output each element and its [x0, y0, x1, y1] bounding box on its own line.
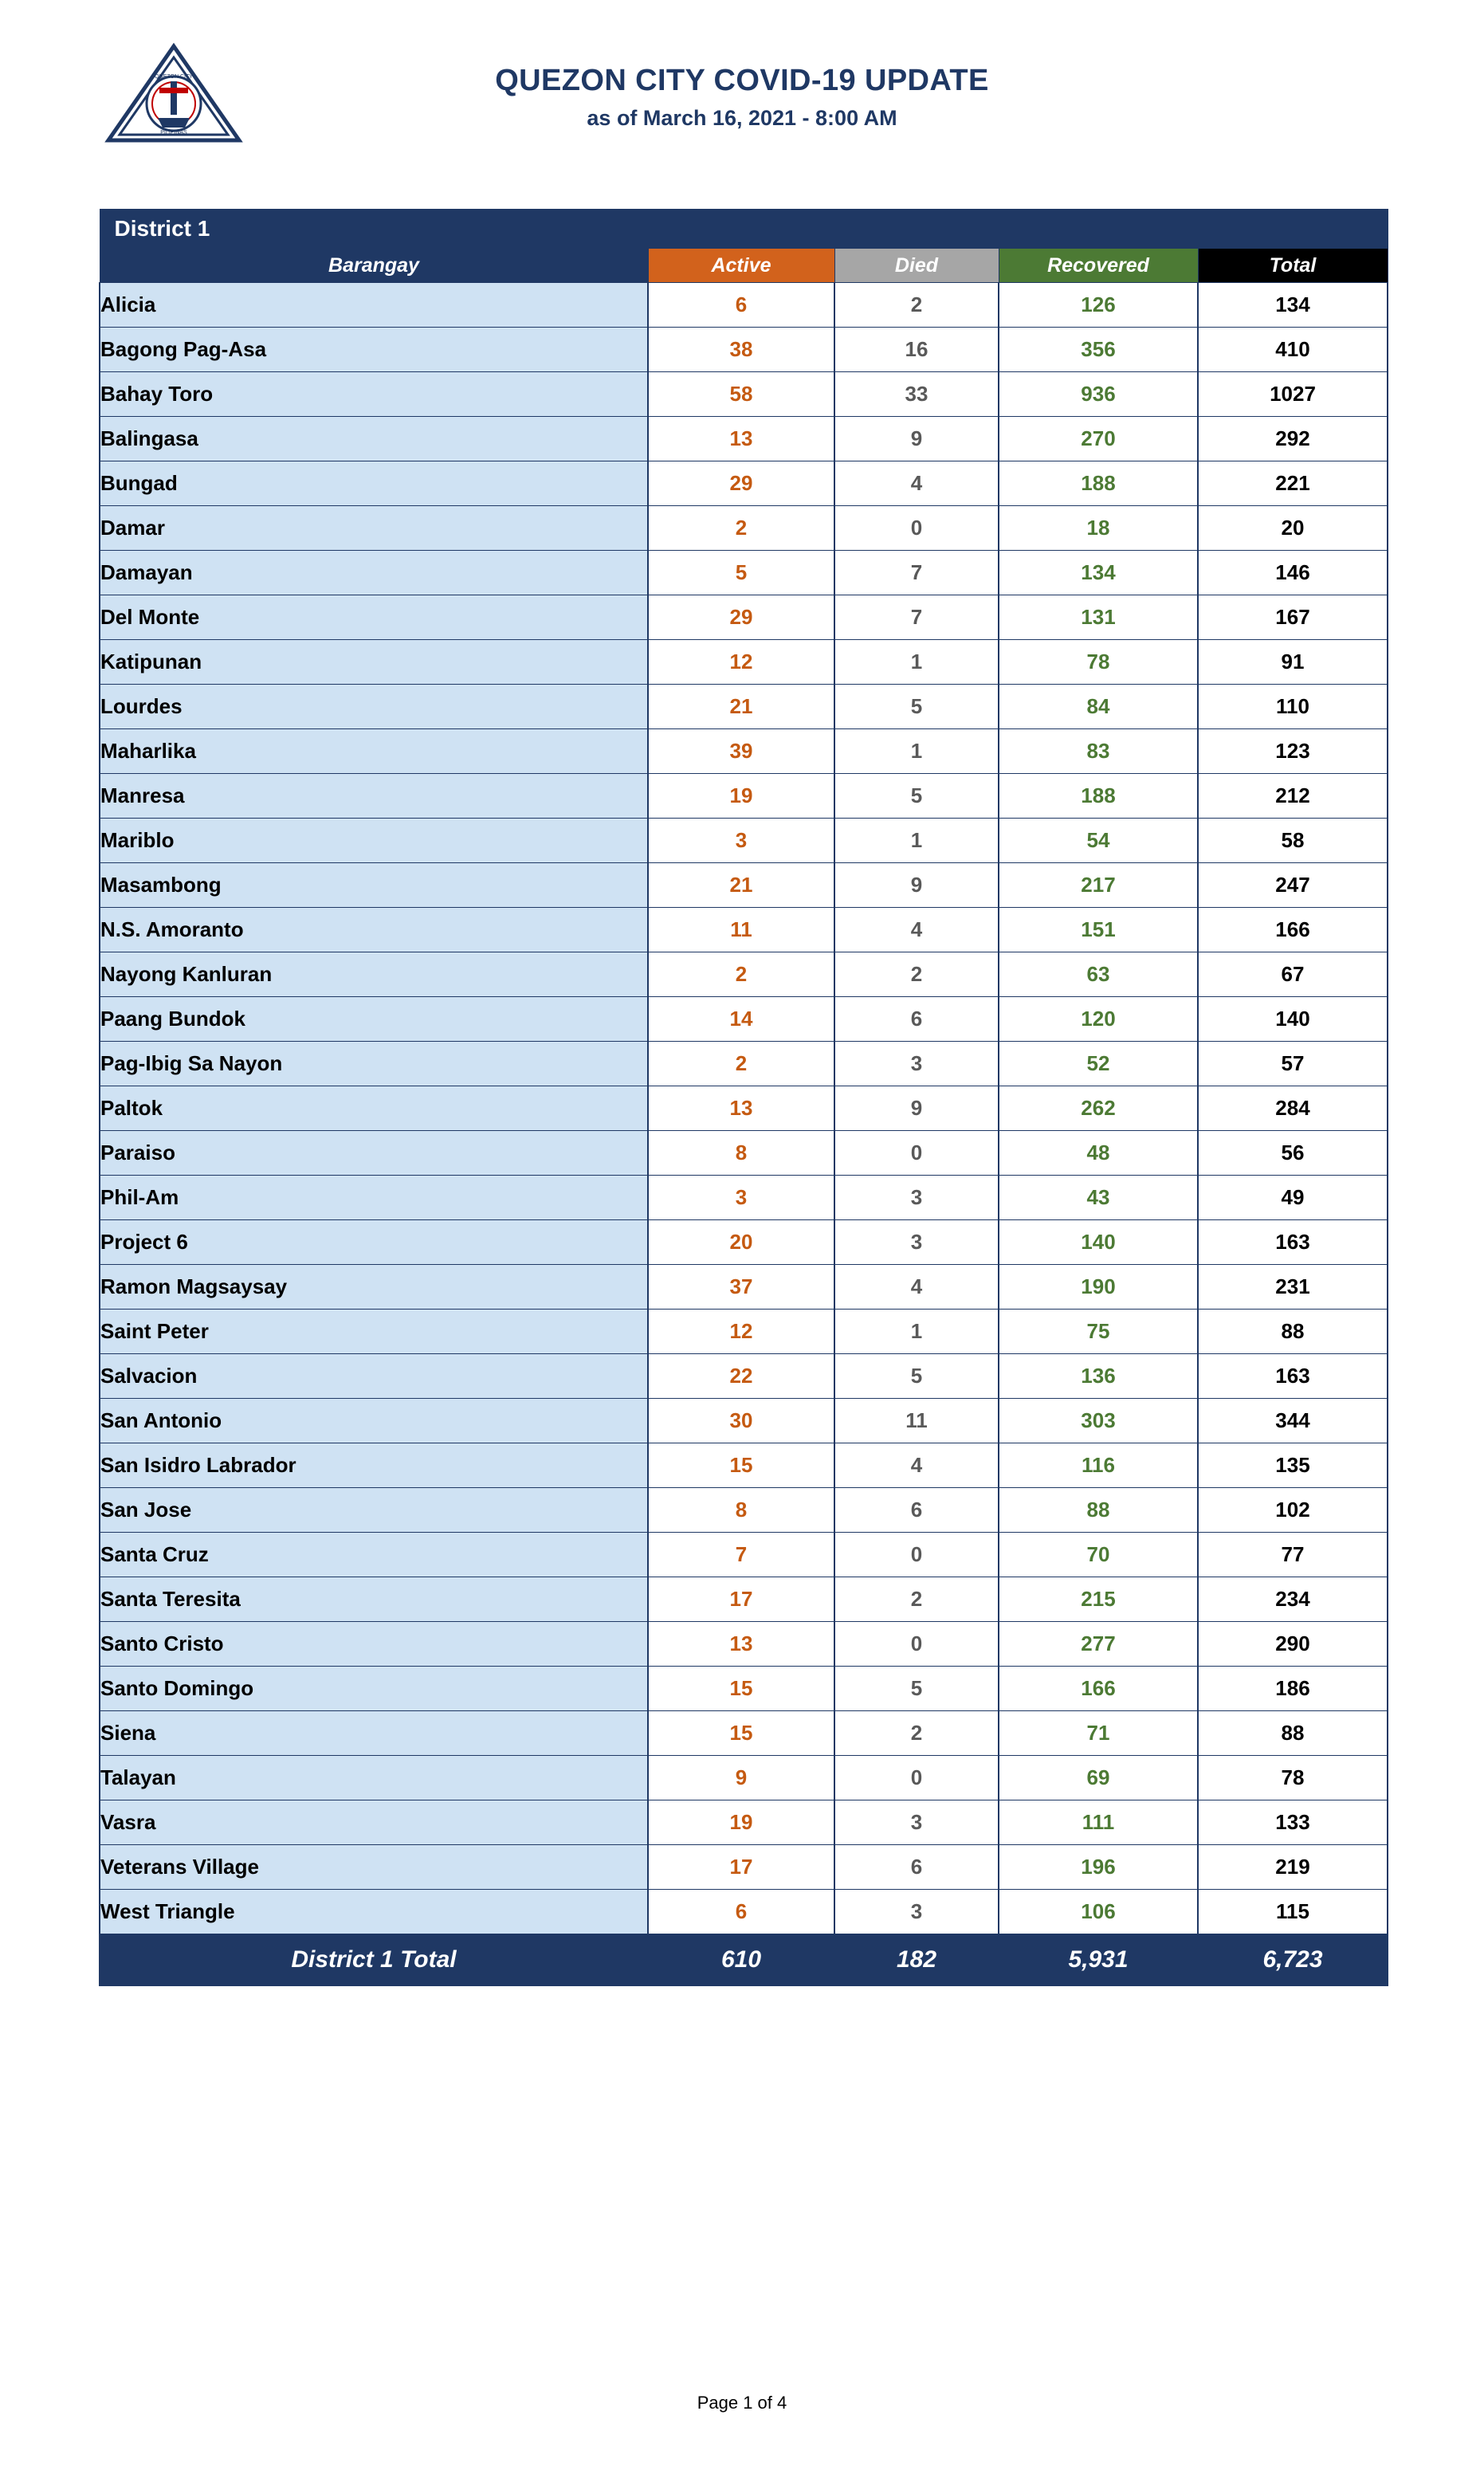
cell-barangay: San Jose	[100, 1488, 648, 1533]
cell-active: 39	[648, 729, 834, 774]
cell-died: 3	[834, 1220, 999, 1265]
cell-barangay: West Triangle	[100, 1890, 648, 1935]
table-row	[100, 1667, 1388, 1711]
cell-total: 163	[1198, 1220, 1388, 1265]
table-row	[100, 640, 1388, 685]
cell-barangay: Manresa	[100, 774, 648, 819]
cell-recovered: 83	[999, 729, 1198, 774]
table-row	[100, 1577, 1388, 1622]
cell-died: 11	[834, 1399, 999, 1443]
cell-total: 77	[1198, 1533, 1388, 1577]
cell-died: 16	[834, 328, 999, 372]
cell-died: 3	[834, 1176, 999, 1220]
district-total-recovered: 5,931	[999, 1934, 1198, 1985]
cell-active: 2	[648, 952, 834, 997]
cell-barangay: Mariblo	[100, 819, 648, 863]
table-row	[100, 417, 1388, 461]
cell-recovered: 188	[999, 461, 1198, 506]
cell-barangay: Del Monte	[100, 595, 648, 640]
cell-total: 88	[1198, 1711, 1388, 1756]
svg-text:PILIPINAS: PILIPINAS	[160, 130, 187, 135]
cell-active: 5	[648, 551, 834, 595]
cell-recovered: 131	[999, 595, 1198, 640]
cell-recovered: 303	[999, 1399, 1198, 1443]
cell-recovered: 43	[999, 1176, 1198, 1220]
cell-died: 0	[834, 506, 999, 551]
cell-barangay: Paltok	[100, 1086, 648, 1131]
cell-active: 17	[648, 1845, 834, 1890]
cell-died: 9	[834, 1086, 999, 1131]
district-total-label: District 1 Total	[100, 1934, 648, 1985]
cell-died: 0	[834, 1622, 999, 1667]
cell-total: 20	[1198, 506, 1388, 551]
cell-died: 1	[834, 729, 999, 774]
cell-recovered: 106	[999, 1890, 1198, 1935]
column-header-recovered: Recovered	[999, 249, 1198, 283]
table-row	[100, 1800, 1388, 1845]
cell-barangay: Paraiso	[100, 1131, 648, 1176]
cell-barangay: Paang Bundok	[100, 997, 648, 1042]
cell-died: 1	[834, 640, 999, 685]
cell-active: 15	[648, 1711, 834, 1756]
district-band-label: District 1	[100, 210, 1388, 249]
cell-recovered: 196	[999, 1845, 1198, 1890]
cell-barangay: Saint Peter	[100, 1310, 648, 1354]
cell-active: 17	[648, 1577, 834, 1622]
cell-active: 30	[648, 1399, 834, 1443]
cell-died: 4	[834, 1265, 999, 1310]
cell-active: 15	[648, 1667, 834, 1711]
cell-active: 29	[648, 595, 834, 640]
table-row	[100, 774, 1388, 819]
cell-total: 292	[1198, 417, 1388, 461]
cell-barangay: Katipunan	[100, 640, 648, 685]
cell-recovered: 126	[999, 283, 1198, 328]
cell-active: 2	[648, 506, 834, 551]
cell-active: 19	[648, 1800, 834, 1845]
cell-recovered: 54	[999, 819, 1198, 863]
cell-died: 5	[834, 1354, 999, 1399]
table-row	[100, 1354, 1388, 1399]
cell-total: 146	[1198, 551, 1388, 595]
cell-active: 19	[648, 774, 834, 819]
table-row	[100, 461, 1388, 506]
table-row	[100, 685, 1388, 729]
cell-recovered: 936	[999, 372, 1198, 417]
table-row	[100, 1176, 1388, 1220]
cell-barangay: Bagong Pag-Asa	[100, 328, 648, 372]
cell-recovered: 151	[999, 908, 1198, 952]
cell-total: 56	[1198, 1131, 1388, 1176]
cell-died: 4	[834, 461, 999, 506]
cell-total: 234	[1198, 1577, 1388, 1622]
table-row	[100, 1845, 1388, 1890]
cell-barangay: Damar	[100, 506, 648, 551]
cell-active: 6	[648, 283, 834, 328]
cell-died: 7	[834, 595, 999, 640]
table-row	[100, 551, 1388, 595]
cell-total: 186	[1198, 1667, 1388, 1711]
table-row	[100, 328, 1388, 372]
cell-died: 3	[834, 1042, 999, 1086]
cell-recovered: 71	[999, 1711, 1198, 1756]
cell-total: 167	[1198, 595, 1388, 640]
cell-recovered: 356	[999, 328, 1198, 372]
cell-active: 6	[648, 1890, 834, 1935]
document-header	[0, 0, 1484, 151]
cell-total: 163	[1198, 1354, 1388, 1399]
cell-total: 58	[1198, 819, 1388, 863]
cell-recovered: 18	[999, 506, 1198, 551]
table-row	[100, 819, 1388, 863]
cell-died: 5	[834, 1667, 999, 1711]
cell-active: 21	[648, 685, 834, 729]
cell-recovered: 52	[999, 1042, 1198, 1086]
cell-recovered: 217	[999, 863, 1198, 908]
cell-barangay: Phil-Am	[100, 1176, 648, 1220]
cell-total: 115	[1198, 1890, 1388, 1935]
cell-total: 135	[1198, 1443, 1388, 1488]
table-row	[100, 372, 1388, 417]
cell-died: 2	[834, 283, 999, 328]
table-row	[100, 283, 1388, 328]
cell-active: 14	[648, 997, 834, 1042]
cell-died: 6	[834, 997, 999, 1042]
cell-total: 110	[1198, 685, 1388, 729]
column-header-barangay: Barangay	[100, 249, 648, 283]
cell-recovered: 70	[999, 1533, 1198, 1577]
cell-barangay: Pag-Ibig Sa Nayon	[100, 1042, 648, 1086]
district-total-row	[100, 1934, 1388, 1985]
cell-recovered: 277	[999, 1622, 1198, 1667]
cell-barangay: Talayan	[100, 1756, 648, 1800]
cell-total: 133	[1198, 1800, 1388, 1845]
cell-died: 9	[834, 417, 999, 461]
table-row	[100, 1756, 1388, 1800]
district-1-table	[99, 209, 1388, 1986]
page-title: QUEZON CITY COVID-19 UPDATE	[495, 64, 989, 97]
page-number-label: Page 1 of 4	[697, 2393, 787, 2413]
cell-recovered: 140	[999, 1220, 1198, 1265]
cell-recovered: 120	[999, 997, 1198, 1042]
cell-active: 9	[648, 1756, 834, 1800]
cell-recovered: 215	[999, 1577, 1198, 1622]
cell-recovered: 111	[999, 1800, 1198, 1845]
cell-recovered: 262	[999, 1086, 1198, 1131]
cell-died: 3	[834, 1890, 999, 1935]
table-row	[100, 506, 1388, 551]
cell-recovered: 69	[999, 1756, 1198, 1800]
cell-recovered: 75	[999, 1310, 1198, 1354]
table-row	[100, 1220, 1388, 1265]
cell-barangay: Santa Teresita	[100, 1577, 648, 1622]
cell-active: 13	[648, 417, 834, 461]
cell-died: 0	[834, 1533, 999, 1577]
cell-active: 38	[648, 328, 834, 372]
table-row	[100, 1086, 1388, 1131]
cell-total: 49	[1198, 1176, 1388, 1220]
cell-recovered: 134	[999, 551, 1198, 595]
table-row	[100, 1890, 1388, 1935]
cell-active: 22	[648, 1354, 834, 1399]
cell-died: 2	[834, 952, 999, 997]
cell-active: 8	[648, 1131, 834, 1176]
cell-active: 8	[648, 1488, 834, 1533]
cell-died: 4	[834, 1443, 999, 1488]
cell-barangay: Ramon Magsaysay	[100, 1265, 648, 1310]
cell-total: 78	[1198, 1756, 1388, 1800]
cell-active: 13	[648, 1086, 834, 1131]
cell-recovered: 88	[999, 1488, 1198, 1533]
cell-died: 7	[834, 551, 999, 595]
table-row	[100, 1622, 1388, 1667]
table-row	[100, 1265, 1388, 1310]
cell-barangay: Siena	[100, 1711, 648, 1756]
cell-active: 20	[648, 1220, 834, 1265]
district-total-total: 6,723	[1198, 1934, 1388, 1985]
cell-total: 140	[1198, 997, 1388, 1042]
cell-recovered: 166	[999, 1667, 1198, 1711]
cell-barangay: Bahay Toro	[100, 372, 648, 417]
cell-died: 6	[834, 1488, 999, 1533]
cell-total: 1027	[1198, 372, 1388, 417]
cell-recovered: 190	[999, 1265, 1198, 1310]
cell-total: 231	[1198, 1265, 1388, 1310]
cell-barangay: San Antonio	[100, 1399, 648, 1443]
cell-total: 221	[1198, 461, 1388, 506]
table-row	[100, 729, 1388, 774]
district-total-active: 610	[648, 1934, 834, 1985]
cell-died: 0	[834, 1131, 999, 1176]
cell-barangay: Damayan	[100, 551, 648, 595]
cell-recovered: 270	[999, 417, 1198, 461]
cell-active: 3	[648, 1176, 834, 1220]
table-row	[100, 1533, 1388, 1577]
cell-active: 7	[648, 1533, 834, 1577]
table-row	[100, 1310, 1388, 1354]
table-row	[100, 1443, 1388, 1488]
page-footer	[0, 2393, 1484, 2413]
cell-barangay: Salvacion	[100, 1354, 648, 1399]
table-row	[100, 1131, 1388, 1176]
cell-active: 15	[648, 1443, 834, 1488]
cell-active: 2	[648, 1042, 834, 1086]
cell-recovered: 188	[999, 774, 1198, 819]
column-header-active: Active	[648, 249, 834, 283]
cell-died: 2	[834, 1577, 999, 1622]
cell-barangay: Nayong Kanluran	[100, 952, 648, 997]
cell-barangay: Vasra	[100, 1800, 648, 1845]
table-row	[100, 997, 1388, 1042]
cell-barangay: Bungad	[100, 461, 648, 506]
cell-barangay: N.S. Amoranto	[100, 908, 648, 952]
cell-active: 12	[648, 640, 834, 685]
cell-total: 344	[1198, 1399, 1388, 1443]
table-row	[100, 1042, 1388, 1086]
cell-total: 166	[1198, 908, 1388, 952]
svg-text:QUEZON CITY: QUEZON CITY	[155, 74, 193, 80]
cell-recovered: 116	[999, 1443, 1198, 1488]
table-row	[100, 1399, 1388, 1443]
cell-died: 1	[834, 1310, 999, 1354]
cell-died: 9	[834, 863, 999, 908]
cell-total: 284	[1198, 1086, 1388, 1131]
table-row	[100, 1711, 1388, 1756]
cell-total: 57	[1198, 1042, 1388, 1086]
cell-active: 58	[648, 372, 834, 417]
cell-total: 102	[1198, 1488, 1388, 1533]
cell-barangay: Masambong	[100, 863, 648, 908]
cell-active: 12	[648, 1310, 834, 1354]
district-total-died: 182	[834, 1934, 999, 1985]
cell-barangay: Balingasa	[100, 417, 648, 461]
cell-barangay: Project 6	[100, 1220, 648, 1265]
cell-active: 13	[648, 1622, 834, 1667]
table-row	[100, 863, 1388, 908]
table-row	[100, 1488, 1388, 1533]
cell-barangay: Santa Cruz	[100, 1533, 648, 1577]
cell-died: 5	[834, 774, 999, 819]
page-subtitle: as of March 16, 2021 - 8:00 AM	[587, 106, 897, 130]
cell-active: 29	[648, 461, 834, 506]
cell-active: 11	[648, 908, 834, 952]
cell-total: 410	[1198, 328, 1388, 372]
table-row	[100, 908, 1388, 952]
cell-total: 88	[1198, 1310, 1388, 1354]
cell-died: 4	[834, 908, 999, 952]
cell-active: 37	[648, 1265, 834, 1310]
cell-recovered: 136	[999, 1354, 1198, 1399]
cell-died: 33	[834, 372, 999, 417]
cell-died: 3	[834, 1800, 999, 1845]
cell-active: 21	[648, 863, 834, 908]
cell-total: 67	[1198, 952, 1388, 997]
cell-died: 0	[834, 1756, 999, 1800]
cell-died: 6	[834, 1845, 999, 1890]
title-block	[0, 64, 1484, 131]
table-row	[100, 952, 1388, 997]
cell-recovered: 84	[999, 685, 1198, 729]
cell-recovered: 48	[999, 1131, 1198, 1176]
district-band-row	[100, 210, 1388, 249]
cell-total: 212	[1198, 774, 1388, 819]
cell-total: 123	[1198, 729, 1388, 774]
covid-table-container	[99, 209, 1387, 1986]
cell-recovered: 78	[999, 640, 1198, 685]
cell-barangay: Maharlika	[100, 729, 648, 774]
cell-barangay: Veterans Village	[100, 1845, 648, 1890]
cell-barangay: Santo Domingo	[100, 1667, 648, 1711]
cell-recovered: 63	[999, 952, 1198, 997]
cell-barangay: Alicia	[100, 283, 648, 328]
cell-total: 247	[1198, 863, 1388, 908]
column-header-total: Total	[1198, 249, 1388, 283]
cell-died: 1	[834, 819, 999, 863]
cell-total: 290	[1198, 1622, 1388, 1667]
column-header-row	[100, 249, 1388, 283]
cell-barangay: Santo Cristo	[100, 1622, 648, 1667]
cell-total: 134	[1198, 283, 1388, 328]
cell-total: 91	[1198, 640, 1388, 685]
table-row	[100, 595, 1388, 640]
cell-barangay: San Isidro Labrador	[100, 1443, 648, 1488]
cell-total: 219	[1198, 1845, 1388, 1890]
cell-died: 5	[834, 685, 999, 729]
cell-barangay: Lourdes	[100, 685, 648, 729]
column-header-died: Died	[834, 249, 999, 283]
cell-died: 2	[834, 1711, 999, 1756]
cell-active: 3	[648, 819, 834, 863]
